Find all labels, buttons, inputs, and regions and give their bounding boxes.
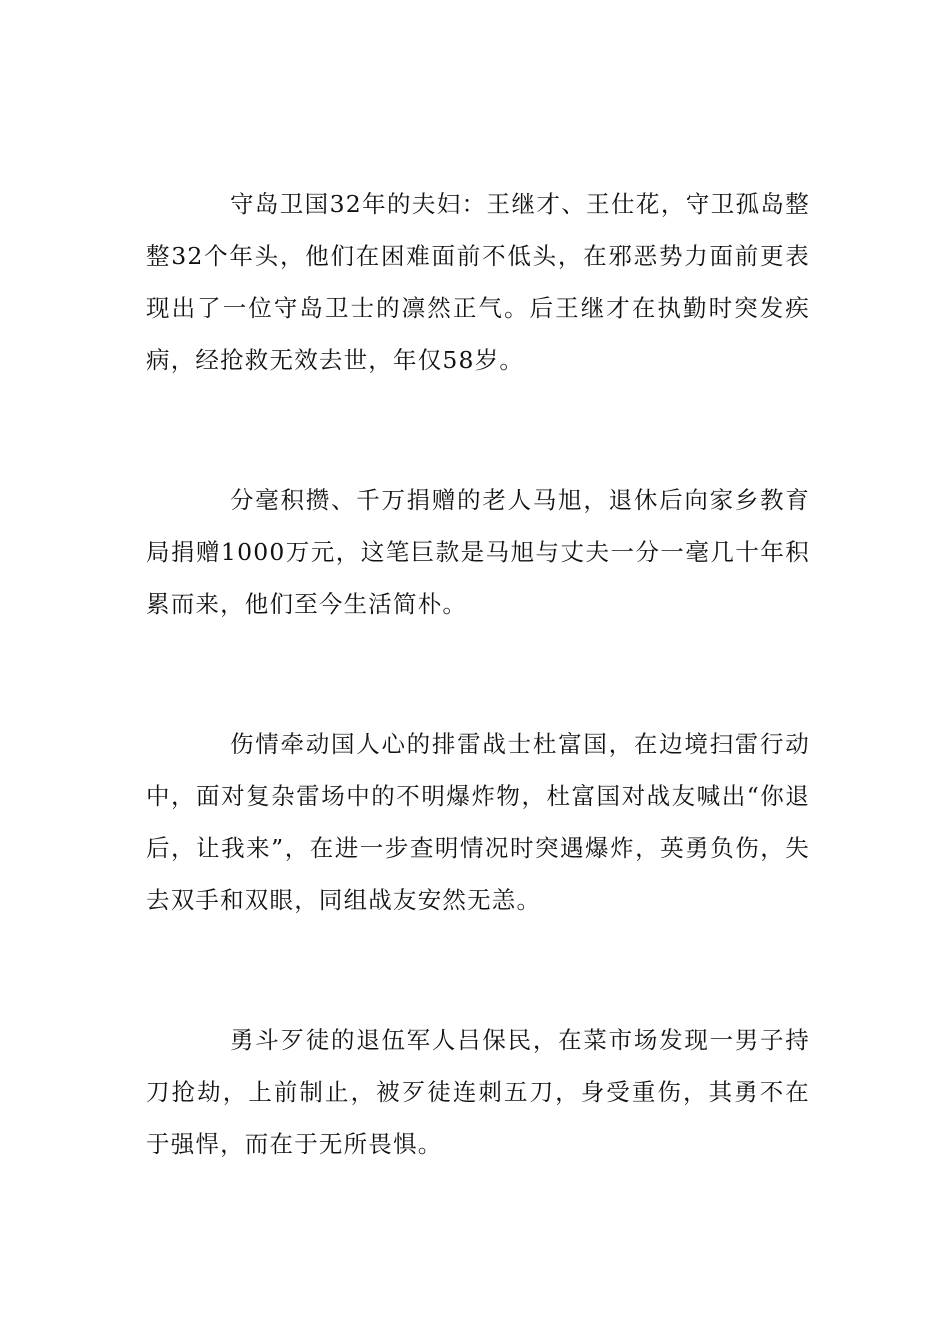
paragraph-couple-island-guards: 守岛卫国32年的夫妇：王继才、王仕花，守卫孤岛整整32个年头，他们在困难面前不低头，在邪恶势力面前更表现出了一位守岛卫士的凛然正气。后王继才在执勤时突发疾病，经抢救无效去世，年仅58岁。 [146,190,810,374]
paragraph-lv-baomin-bravery: 勇斗歹徒的退伍军人吕保民，在菜市场发现一男子持刀抢劫，上前制止，被歹徒连刺五刀，身受重伤，其勇不在于强悍，而在于无所畏惧。 [146,1026,810,1158]
paragraph-ma-xu-donation: 分毫积攒、千万捐赠的老人马旭，退休后向家乡教育局捐赠1000万元，这笔巨款是马旭与丈夫一分一毫几十年积累而来，他们至今生活简朴。 [146,486,810,618]
paragraph-du-fuguo-demining: 伤情牵动国人心的排雷战士杜富国，在边境扫雷行动中，面对复杂雷场中的不明爆炸物，杜富国对战友喊出“你退后，让我来”，在进一步查明情况时突遇爆炸，英勇负伤，失去双手和双眼，同组战友安然无恙。 [146,730,810,914]
